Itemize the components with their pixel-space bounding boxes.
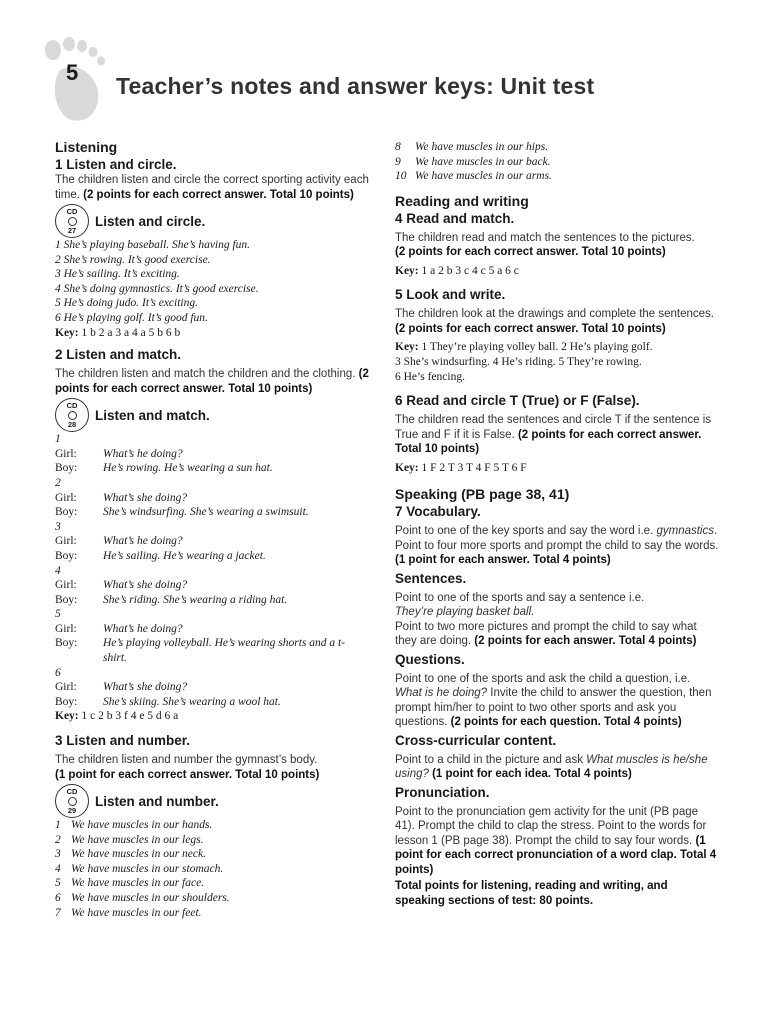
cd-track-29 [55, 784, 370, 818]
speaker-label: Girl: [55, 535, 77, 548]
dialogue-line: What’s she doing? [103, 491, 188, 504]
exercise-6-key: Key: 1 F 2 T 3 T 4 F 5 T 6 F [395, 461, 527, 474]
exercise-3-script [55, 818, 370, 920]
speaker-label: Boy: [55, 506, 78, 519]
sentences-heading: Sentences. [395, 570, 467, 586]
exercise-7-instructions: Point to one of the key sports and say the word i.e. gymnastics. Point to four more sports and prompt the child to say the words. (1 point for each answer. Total 4 points) [395, 525, 719, 567]
exercise-4-instructions: The children read and match the sentences to the pictures. (2 points for each correct answer. Total 10 points) [395, 231, 695, 259]
speaker-label: Girl: [55, 447, 77, 460]
line-number: 2 [55, 833, 61, 846]
exercise-4-heading: 4 Read and match. [395, 210, 515, 226]
pronunciation-heading: Pronunciation. [395, 784, 490, 800]
dialogue-line: What’s she doing? [103, 681, 188, 694]
dialogue-number: 5 [55, 608, 61, 621]
speaker-label: Girl: [55, 681, 77, 694]
script-line: We have muscles in our legs. [71, 833, 204, 846]
script-line: We have muscles in our stomach. [71, 862, 224, 875]
script-line: We have muscles in our back. [415, 155, 551, 168]
script-line: 3 He’s sailing. It’s exciting. [55, 268, 180, 281]
line-number: 8 [395, 141, 401, 153]
exercise-1-script [55, 238, 370, 326]
dialogue-line: He’s playing volleyball. He’s wearing shorts and a t-shirt. [103, 637, 346, 665]
line-number: 6 [55, 892, 61, 904]
line-number: 5 [55, 877, 61, 890]
cd-track-28 [55, 398, 370, 432]
exercise-4-key: Key: 1 a 2 b 3 c 4 c 5 a 6 c [395, 264, 519, 277]
line-number: 10 [395, 170, 407, 183]
script-line: We have muscles in our hands. [71, 819, 213, 832]
exercise-2-key: Key: 1 c 2 b 3 f 4 e 5 d 6 a [55, 710, 179, 723]
questions-heading: Questions. [395, 651, 465, 667]
script-line: We have muscles in our feet. [71, 906, 202, 919]
dialogue-line: What’s he doing? [103, 447, 183, 460]
speaker-label: Boy: [55, 695, 78, 708]
speaker-label: Boy: [55, 593, 78, 606]
exercise-6-instructions: The children read the sentences and circle T if the sentence is True and F if it is False. (2 points for each correct answer. Total 10 points) [395, 414, 712, 456]
total-points: Total points for listening, reading and writing, and speaking sections of test: 80 points. [395, 880, 668, 907]
dialogue-number: 4 [55, 564, 61, 577]
questions-instructions: Point to one of the sports and ask the child a question, i.e. What is he doing? Invite the child to answer the question, then prompt him/her to point to two other sports and ask you questions. (2 points for each question. Total 4 points) [395, 672, 712, 729]
exercise-5-instructions: The children look at the drawings and complete the sentences. (2 points for each correct answer. Total 10 points) [395, 308, 714, 335]
section-heading-reading-writing: Reading and writing [395, 192, 529, 209]
page-header [40, 30, 740, 130]
line-number: 3 [55, 848, 61, 861]
section-heading-listening: Listening [55, 139, 118, 155]
dialogue-line: She’s skiing. She’s wearing a wool hat. [103, 695, 281, 708]
dialogue-line: He’s rowing. He’s wearing a sun hat. [103, 462, 273, 475]
line-number: 4 [55, 862, 61, 875]
cd-track-27 [55, 204, 370, 238]
exercise-1-instructions: The children listen and circle the correct sporting activity each time. (2 points for each correct answer. Total 10 points) [55, 174, 369, 201]
dialogue-line: What’s he doing? [103, 622, 183, 635]
speaker-label: Boy: [55, 549, 78, 562]
dialogue-line: She’s riding. She’s wearing a riding hat. [103, 593, 288, 606]
speaker-label: Girl: [55, 491, 77, 504]
exercise-2-heading: 2 Listen and match. [55, 347, 182, 363]
dialogue-number: 2 [55, 476, 61, 489]
section-heading-speaking: Speaking (PB page 38, 41) [395, 486, 570, 503]
speaker-label: Girl: [55, 622, 77, 635]
exercise-1-key: Key: 1 b 2 a 3 a 4 a 5 b 6 b [55, 326, 181, 339]
exercise-1-heading: 1 Listen and circle. [55, 157, 177, 172]
cd-icon: CD 29 [55, 784, 89, 818]
script-line: 2 She’s rowing. It’s good exercise. [55, 253, 211, 266]
script-line: 4 She’s doing gymnastics. It’s good exercise. [55, 282, 259, 295]
dialogue-number: 1 [55, 433, 61, 446]
dialogue-line: What’s she doing? [103, 579, 188, 592]
exercise-3-instructions: The children listen and number the gymnast’s body. (1 point for each correct answer. Total 10 points) [55, 754, 320, 781]
line-number: 1 [55, 819, 61, 832]
speaker-label: Boy: [55, 462, 78, 475]
cd-icon: CD 27 [55, 204, 89, 238]
script-line: 1 She’s playing baseball. She’s having fun. [55, 239, 251, 251]
script-line: We have muscles in our arms. [415, 170, 552, 183]
script-line: We have muscles in our neck. [71, 848, 206, 861]
exercise-5-key: Key: 1 They’re playing volley ball. 2 He’s playing golf. 3 She’s windsurfing. 4 He’s riding. 5 They’re rowing. 6 He’s fencing. [395, 341, 653, 383]
exercise-7-heading: 7 Vocabulary. [395, 504, 481, 520]
cross-curricular-instructions: Point to a child in the picture and ask What muscles is he/she using? (1 point for each idea. Total 4 points) [395, 753, 708, 781]
sentences-instructions: Point to one of the sports and say a sentence i.e. They’re playing basket ball. Point to two more pictures and prompt the child to say what they are doing. (2 points for each answer. Total 4 points) [395, 591, 697, 648]
cd-title: Listen and match. [95, 407, 210, 423]
dialogue-number: 6 [55, 666, 61, 679]
page-title: Teacher’s notes and answer keys: Unit test [116, 73, 595, 100]
exercise-5-heading: 5 Look and write. [395, 287, 506, 303]
dialogue-line: What’s he doing? [103, 535, 183, 548]
cross-curricular-heading: Cross-curricular content. [395, 732, 557, 748]
exercise-2-script [55, 432, 370, 709]
dialogue-line: She’s windsurfing. She’s wearing a swimsuit. [103, 506, 309, 519]
script-line: 6 He’s playing golf. It’s good fun. [55, 311, 208, 324]
pronunciation-instructions: Point to the pronunciation gem activity for the unit (PB page 41). Prompt the child to clap the stress. Point to the words for lesson 1 (PB page 38). Prompt the child to say four words. (1 point for each correct pronunciation of a word clap. Total 4 points) [395, 805, 717, 876]
cd-title: Listen and number. [95, 793, 219, 809]
unit-number: 5 [66, 60, 79, 85]
script-line: We have muscles in our hips. [415, 141, 549, 153]
exercise-3-heading: 3 Listen and number. [55, 733, 191, 749]
right-column [395, 140, 720, 908]
left-column [55, 138, 370, 920]
cd-title: Listen and circle. [95, 213, 206, 229]
script-line: We have muscles in our face. [71, 877, 205, 890]
cd-icon: CD 28 [55, 398, 89, 432]
speaker-label: Girl: [55, 579, 77, 592]
script-line: 5 He’s doing judo. It’s exciting. [55, 297, 198, 310]
exercise-3-script-continued [395, 140, 720, 184]
line-number: 9 [395, 155, 401, 168]
dialogue-line: He’s sailing. He’s wearing a jacket. [103, 549, 266, 562]
exercise-2-instructions: The children listen and match the children and the clothing. (2 points for each correct answer. Total 10 points) [55, 368, 369, 395]
line-number: 7 [55, 906, 61, 919]
dialogue-number: 3 [55, 520, 61, 533]
exercise-6-heading: 6 Read and circle T (True) or F (False). [395, 393, 640, 409]
speaker-label: Boy: [55, 637, 78, 650]
script-line: We have muscles in our shoulders. [71, 892, 230, 904]
